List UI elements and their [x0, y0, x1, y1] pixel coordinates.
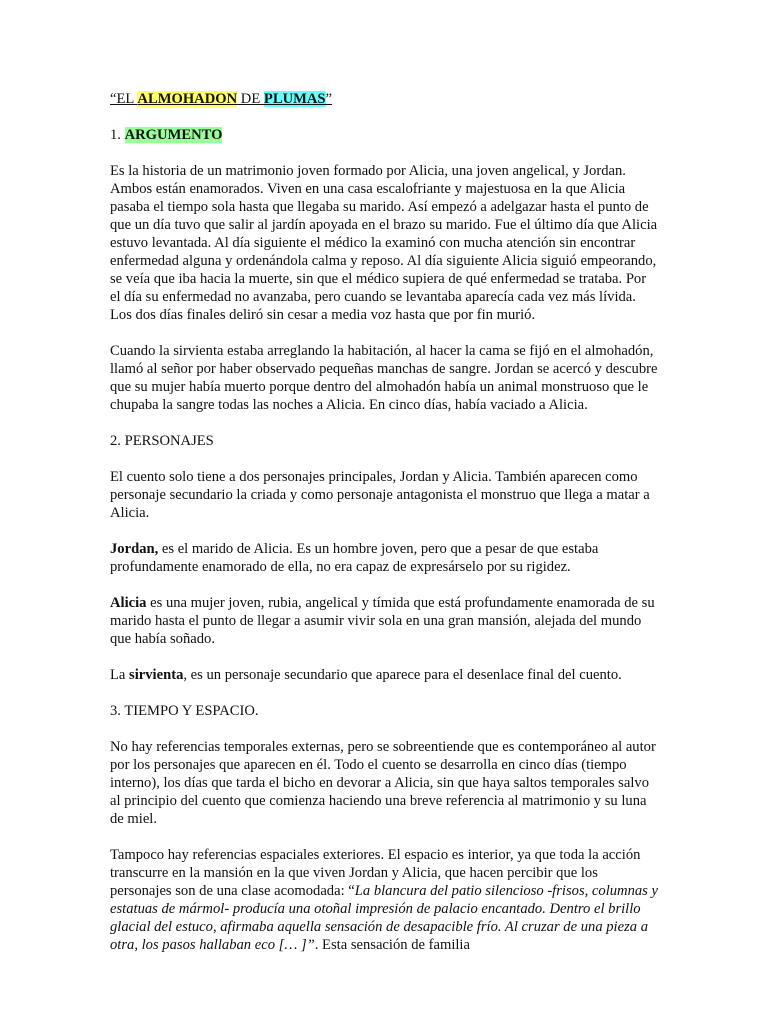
section-number: 1.	[110, 127, 125, 143]
section-heading-argumento	[110, 126, 658, 144]
espacio-post: . Esta sensación de familia	[314, 937, 470, 953]
character-text-jordan: es el marido de Alicia. Es un hombre joven, pero que a pesar de que estaba profundamente enamorado de ella, no era capaz de expresárselo por su rigidez.	[110, 541, 599, 575]
character-name-alicia: Alicia	[110, 595, 147, 611]
title-highlight-almohadon: ALMOHADON	[137, 91, 238, 107]
espacio-pre: Tampoco hay referencias espaciales exteriores. El espacio es interior, ya que toda la acción transcurre en la mansión en la que viven Jordan y Alicia, que hacen percibir que los personajes son de una clase acomodada: “	[110, 847, 641, 899]
character-name-jordan: Jordan,	[110, 541, 159, 557]
character-text-alicia: es una mujer joven, rubia, angelical y tímida que está profundamente enamorada de su marido hasta el punto de llegar a asumir vivir sola en una gran mansión, alejada del mundo que había soñado.	[110, 595, 655, 647]
section-heading-personajes: 2. PERSONAJES	[110, 433, 214, 449]
paragraph-personajes-intro: El cuento solo tiene a dos personajes principales, Jordan y Alicia. También aparecen como personaje secundario la criada y como personaje antagonista el monstruo que llega a matar a Alicia.	[110, 469, 650, 521]
paragraph-alicia	[110, 594, 658, 648]
espacio-quote: La blancura del patio silencioso -frisos, columnas y estatuas de mármol- producía una otoñal impresión de palacio encantado. Dentro el brillo glacial del estuco, afirmaba aquella sensación de desapacible frío. Al cruzar de una pieza a otra, los pasos hallaban eco [… ]”	[110, 883, 658, 953]
paragraph-jordan	[110, 540, 658, 576]
title-open: “EL	[110, 91, 138, 107]
paragraph-espacio	[110, 846, 658, 954]
paragraph-argumento-1: Es la historia de un matrimonio joven formado por Alicia, una joven angelical, y Jordan. Ambos están enamorados. Viven en una casa escalofriante y majestuosa en la que Alicia pasaba el tiempo sola hasta que llegaba su marido. Así empezó a adelgazar hasta el punto de que un día tuvo que salir al jardín apoyada en el brazo su marido. Fue el último día que Alicia estuvo levantada. Al día siguiente el médico la examinó con mucha atención sin encontrar enfermedad alguna y ordenándola calma y reposo. Al día siguiente Alicia siguió empeorando, se veía que iba hacia la muerte, sin que el médico supiera de qué enfermedad se trataba. Por el día su enfermedad no avanzaba, pero cuando se levantaba aparecía cada vez más lívida. Los dos días finales deliró sin cesar a media voz hasta que por fin murió.	[110, 163, 658, 323]
character-name-sirvienta: sirvienta	[129, 667, 184, 683]
character-text-sirvienta: , es un personaje secundario que aparece para el desenlace final del cuento.	[183, 667, 622, 683]
paragraph-tiempo: No hay referencias temporales externas, pero se sobreentiende que es contemporáneo al autor por los personajes que aparecen en él. Todo el cuento se desarrolla en cinco días (tiempo interno), los días que tarda el bicho en devorar a Alicia, sin que haya saltos temporales salvo al principio del cuento que comienza haciendo una breve referencia al matrimonio y su luna de miel.	[110, 739, 656, 827]
heading-highlight-argumento: ARGUMENTO	[124, 127, 223, 143]
document-title	[110, 90, 658, 108]
section-heading-tiempo-espacio: 3. TIEMPO Y ESPACIO.	[110, 703, 259, 719]
document-body	[110, 90, 658, 972]
title-close: ”	[325, 91, 333, 107]
sirvienta-pre: La	[110, 667, 130, 683]
paragraph-argumento-2: Cuando la sirvienta estaba arreglando la habitación, al hacer la cama se fijó en el almohadón, llamó al señor por haber observado pequeñas manchas de sangre. Jordan se acercó y descubre que su mujer había muerto porque dentro del almohadón había un animal monstruoso que le chupaba la sangre todas las noches a Alicia. En cinco días, había vaciado a Alicia.	[110, 343, 658, 413]
paragraph-sirvienta	[110, 666, 658, 684]
title-highlight-plumas: PLUMAS	[263, 91, 326, 107]
title-middle: DE	[237, 91, 264, 107]
